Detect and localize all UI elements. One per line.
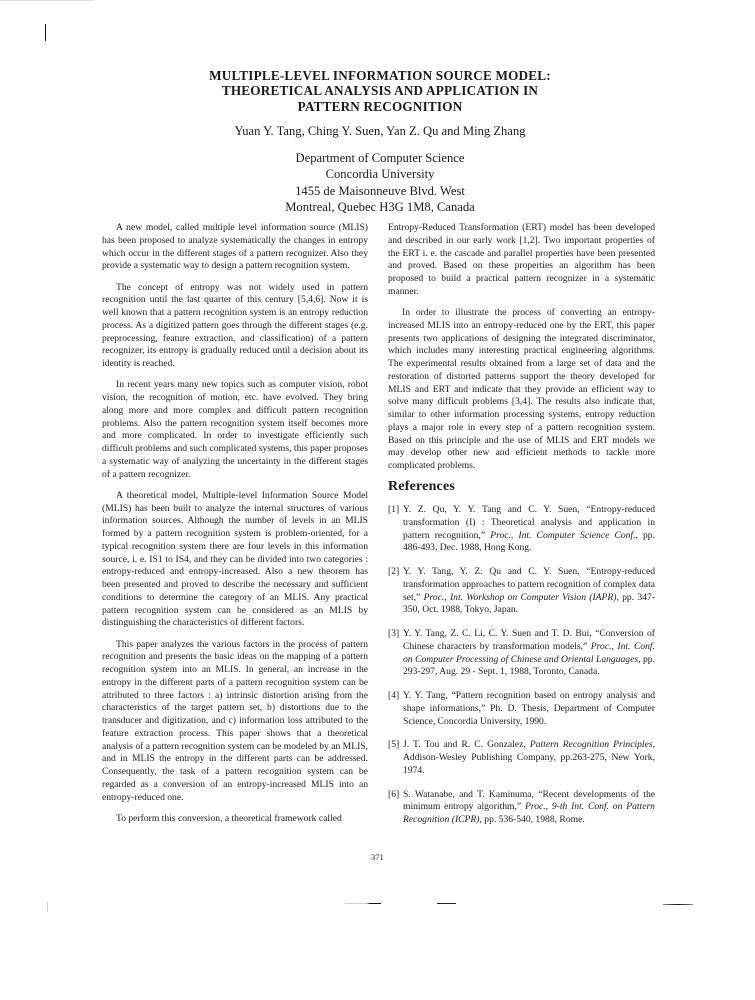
reference-item [388, 789, 655, 827]
affiliation-line: Montreal, Quebec H3G 1M8, Canada [285, 199, 475, 214]
reference-text: S. Watanabe, and T. Kaminuma, “Recent developments of the minimum entropy algorithm,” [403, 788, 655, 813]
body-paragraph: The concept of entropy was not widely used in pattern recognition until the last quarter of this century [5,4,6]. Now it is well known that a pattern recognition system is an entropy reduction process. As a digitized pattern goes through the different stages (e.g. preprocessing, feature extraction, and classification) of a pattern recognizer, its entropy is gradually reduced until a decision about its identity is reached. [102, 281, 368, 369]
reference-details: , pp. 347-350, Oct. 1988, Tokyo, Japan. [403, 591, 656, 616]
right-column [388, 222, 655, 838]
reference-details: , Addison-Wesley Publishing Company, pp.263-275, New York, 1974. [403, 739, 655, 776]
reference-number: [6] [388, 788, 400, 800]
title-line: THEORETICAL ANALYSIS AND APPLICATION IN [221, 83, 539, 99]
scan-margin-mark [45, 24, 46, 41]
body-paragraph: In recent years many new topics such as computer vision, robot vision, the recognition of motion, etc. have evolved. They bring along more and more complex and difficult pattern recognition problems. Also the pattern recognition system itself becomes more and more complicated. In order to investigate efficiently such difficult problems and such complicated systems, this paper proposes a systematic way of analyzing the uncertainty in the different stages of a pattern recognizer. [102, 379, 368, 480]
reference-venue: Proc., 9-th Int. Conf. on Pattern Recognition (ICPR) [403, 801, 655, 825]
left-column [102, 222, 368, 834]
reference-item [388, 690, 655, 728]
reference-number: [3] [388, 628, 400, 639]
title-line: MULTIPLE-LEVEL INFORMATION SOURCE MODEL: [209, 68, 551, 83]
affiliation-line: 1455 de Maisonneuve Blvd. West [295, 183, 465, 198]
scan-artifact-mark [663, 904, 693, 905]
scan-artifact-mark [345, 903, 381, 904]
affiliation [150, 150, 610, 215]
page-number: 371 [371, 852, 384, 862]
reference-number: [2] [388, 566, 400, 577]
reference-details: , pp. 536-540, 1988, Rome. [479, 814, 585, 825]
reference-number: [4] [388, 690, 400, 701]
reference-text: Y. Z. Qu, Y. Y. Tang and C. Y. Suen, “Entropy-reduced transformation (I) : Theoretical analysis and application in pattern recognition,” [403, 504, 655, 541]
body-paragraph: To perform this conversion, a theoretical framework called [116, 812, 342, 824]
reference-venue: Pattern Recognition Principles [529, 739, 653, 751]
reference-text: Y. Y. Tang, “Pattern recognition based on entropy analysis and shape informations,” Ph. D. Thesis, Department of Computer Science, Concordia University, 1990. [403, 690, 655, 727]
reference-text: Y. Y. Tang, Y. Z. Qu and C. Y. Suen, “Entropy-reduced transformation approaches to pattern recognition of complex data set,” [403, 566, 655, 603]
affiliation-line: Department of Computer Science [295, 151, 465, 165]
reference-number: [5] [388, 739, 400, 751]
body-paragraph: A theoretical model, Multiple-level Information Source Model (MLIS) has been built to analyze the internal structures of various information sources. Although the number of levels in an MLIS formed by a pattern recognition system is problem-oriented, for a typical recognition system there are four levels in this information source, i. e. IS1 to IS4, and they can be divided into two categories : entropy-reduced and entropy-increased. Also a new theorem has been presented and proved to describe the necessary and sufficient conditions to determine the category of an MLIS. Any practical pattern recognition system can be considered as an MLIS by distinguishing the characteristics of different factors. [102, 489, 368, 629]
references-list [388, 504, 655, 827]
reference-details: , pp. 486-493, Dec. 1988, Hong Kong. [403, 529, 655, 554]
reference-item [388, 566, 655, 617]
reference-item [388, 504, 655, 555]
reference-details: , pp. 293-297, Aug. 29 - Sept. 1, 1988, Toronto, Canada. [403, 653, 655, 678]
scan-edge-rule [0, 0, 94, 1]
reference-text: Y. Y. Tang, Z. C. Li, C. Y. Suen and T. D. Bui, “Conversion of Chinese characters by transformation models,” [403, 628, 655, 652]
reference-venue: Proc., Int. Computer Science Conf. [490, 529, 636, 541]
reference-item [388, 739, 655, 777]
body-paragraph: This paper analyzes the various factors in the process of pattern recognition and presents the basic ideas on the mapping of a pattern recognition system into an MLIS. In general, an increase in the entropy in the different parts of a pattern recognition system can be attributed to three factors : a) intrinsic distortion arising from the characteristics of the target pattern set, b) distortions due to the transducer and digitization, and c) information loss attributed to the feature extraction process. This paper shows that a theoretical analysis of a pattern recognition system can be modeled by an MLIS, and in MLIS the entropy in the different parts can be addressed. Consequently, the task of a pattern recognition system can be regarded as a conversion of an entropy-increased MLIS into an entropy-reduced one. [102, 638, 368, 803]
reference-text: J. T. Tou and R. C. Gonzalez, [403, 739, 530, 751]
references-heading: References [388, 479, 456, 495]
affiliation-line: Concordia University [325, 167, 435, 182]
reference-venue: Proc., Int. Workshop on Computer Vision (IAPR) [423, 591, 617, 603]
title-line: PATTERN RECOGNITION [297, 98, 463, 114]
body-paragraph: In order to illustrate the process of converting an entropy-increased MLIS into an entropy-reduced one by the ERT, this paper presents two applications of designing the integrated discriminator, which includes many interesting practical engineering algorithms. The experimental results obtained from a large set of data and the restoration of distorted patterns support the theory developed for MLIS and ERT and indicate that they provide an efficient way to solve many difficult problems [3,4]. The results also indicate that, similar to other information processing systems, entropy reduction plays a major role in every step of a pattern recognition system. Based on this principle and the use of MLIS and ERT models we may develop other new and efficient methods to tackle more complicated problems. [388, 307, 655, 471]
paper-title [150, 68, 610, 114]
reference-venue: Proc., Int. Conf. on Computer Processing of Chinese and Oriental Languages [403, 640, 655, 665]
scan-artifact-mark [47, 902, 48, 912]
scan-artifact-mark [437, 903, 456, 904]
body-paragraph: A new model, called multiple level information source (MLIS) has been proposed to analyze systematically the changes in entropy which occur in the different stages of a pattern recognizer. Also they provide a systematic way to design a pattern recognition system. [102, 222, 368, 272]
reference-item [388, 628, 655, 679]
authors: Yuan Y. Tang, Ching Y. Suen, Yan Z. Qu and Ming Zhang [234, 124, 526, 138]
reference-number: [1] [388, 504, 400, 515]
body-paragraph: Entropy-Reduced Transformation (ERT) model has been developed and described in our early work [1,2]. Two important properties of the ERT i. e. the cascade and parallel properties have been presented and proved. Based on these properties an algorithm has been proposed to build a practical pattern recognizer in a systematic manner. [388, 222, 655, 297]
